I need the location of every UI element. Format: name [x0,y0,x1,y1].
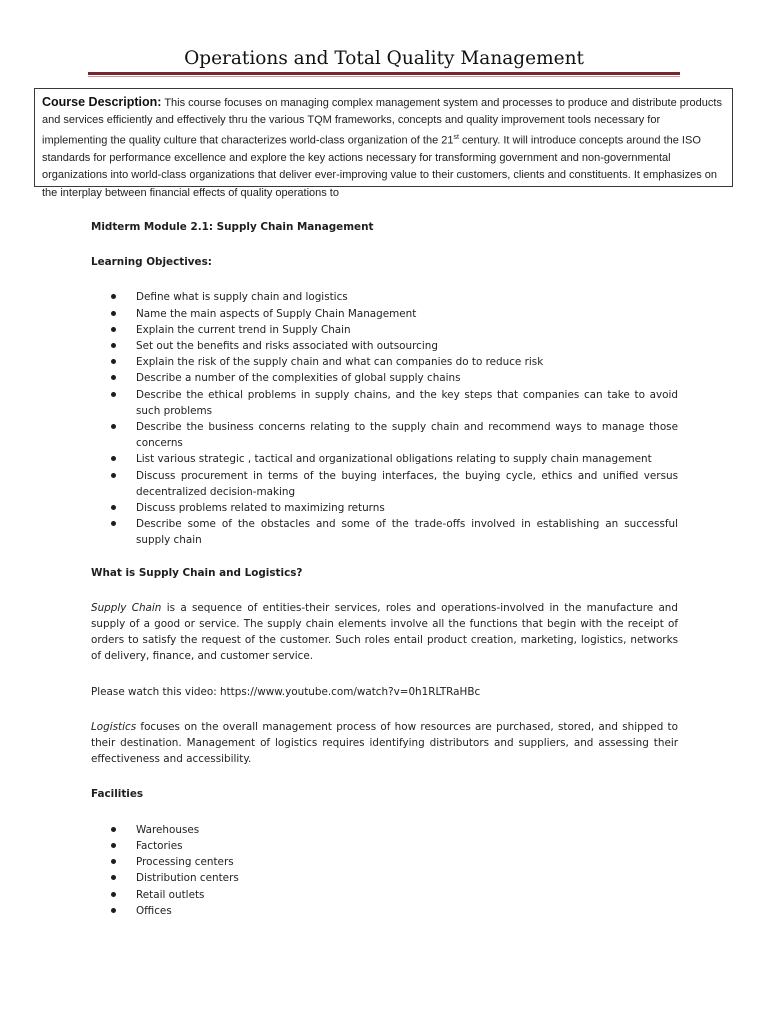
bullet-icon [111,456,116,461]
video-link-line: Please watch this video: https://www.youtube.com/watch?v=0h1RLTRaHBc [91,685,481,698]
list-item: Warehouses [91,822,678,838]
list-item: Distribution centers [91,870,678,886]
bullet-icon [111,424,116,429]
bullet-icon [111,473,116,478]
list-item: Discuss problems related to maximizing returns [91,500,678,516]
bullet-icon [111,892,116,897]
bullet-icon [111,359,116,364]
list-item: Define what is supply chain and logistics [91,289,678,305]
logistics-text: focuses on the overall management process of how resources are purchased, stored, and shipped to their destination. Management of logistics requires identifying distributors and suppliers, and assessing their effectiveness and accessibility. [91,720,678,766]
course-description-text-end: century. It will introduce concepts around the ISO standards for performance excellence and explore the key actions necessary for transforming government and non-governmental organizations into world-class organizations that deliver ever-improving value to their customers, clients and constituents. It emphasizes on the interplay between financial effects of quality operations to [42,135,717,199]
list-item: Describe the ethical problems in supply chains, and the key steps that companies can take to avoid such problems [91,387,678,419]
list-item: Explain the risk of the supply chain and what can companies do to reduce risk [91,354,678,370]
list-item: Describe a number of the complexities of global supply chains [91,370,678,386]
list-item: Processing centers [91,854,678,870]
page-title: Operations and Total Quality Management [184,48,584,69]
title-underline [88,72,680,75]
facilities-list [91,822,678,919]
course-description-box [34,88,733,199]
bullet-icon [111,311,116,316]
bullet-icon [111,827,116,832]
learning-objectives-heading: Learning Objectives: [91,256,212,269]
list-item: Retail outlets [91,887,678,903]
bullet-icon [111,843,116,848]
bullet-icon [111,521,116,526]
list-item: Discuss procurement in terms of the buying interfaces, the buying cycle, ethics and unified versus decentralized decision-making [91,468,678,500]
course-description-text: This course focuses on managing complex management system and processes to produce and distribute products and services efficiently and effectively thru the various TQM frameworks, concepts and quality improvement tools necessary for implementing the quality culture that characterizes world-class organization of the 21 [42,97,722,148]
title-underline-thin [88,76,680,77]
list-item: Set out the benefits and risks associated with outsourcing [91,338,678,354]
logistics-term: Logistics [91,720,137,733]
bullet-icon [111,343,116,348]
section-heading-supply-chain: What is Supply Chain and Logistics? [91,566,303,579]
list-item: Name the main aspects of Supply Chain Management [91,306,678,322]
list-item: Describe the business concerns relating to the supply chain and recommend ways to manage those concerns [91,419,678,451]
supply-chain-term: Supply Chain [91,601,162,614]
course-description-label: Course Description: [42,95,162,109]
document-body [91,219,678,919]
supply-chain-text: is a sequence of entities-their services, roles and operations-involved in the manufacture and supply of a good or service. The supply chain elements involve all the functions that begin with the receipt of orders to satisfy the request of the customer. Such roles entail product creation, marketing, logistics, networks of delivery, finance, and customer service. [91,601,678,663]
facilities-heading: Facilities [91,788,144,801]
bullet-icon [111,327,116,332]
list-item: Describe some of the obstacles and some of the trade-offs involved in establishing an successful supply chain [91,516,678,548]
bullet-icon [111,392,116,397]
course-description-superscript: st [453,134,459,142]
module-title: Midterm Module 2.1: Supply Chain Management [91,221,374,233]
bullet-icon [111,859,116,864]
list-item: List various strategic , tactical and organizational obligations relating to supply chain management [91,451,678,467]
list-item: Factories [91,838,678,854]
bullet-icon [111,505,116,510]
logistics-paragraph [91,719,678,768]
objectives-list [91,289,678,548]
bullet-icon [111,294,116,299]
bullet-icon [111,875,116,880]
bullet-icon [111,908,116,913]
list-item: Explain the current trend in Supply Chain [91,322,678,338]
bullet-icon [111,375,116,380]
supply-chain-paragraph [91,600,678,665]
list-item: Offices [91,903,678,919]
